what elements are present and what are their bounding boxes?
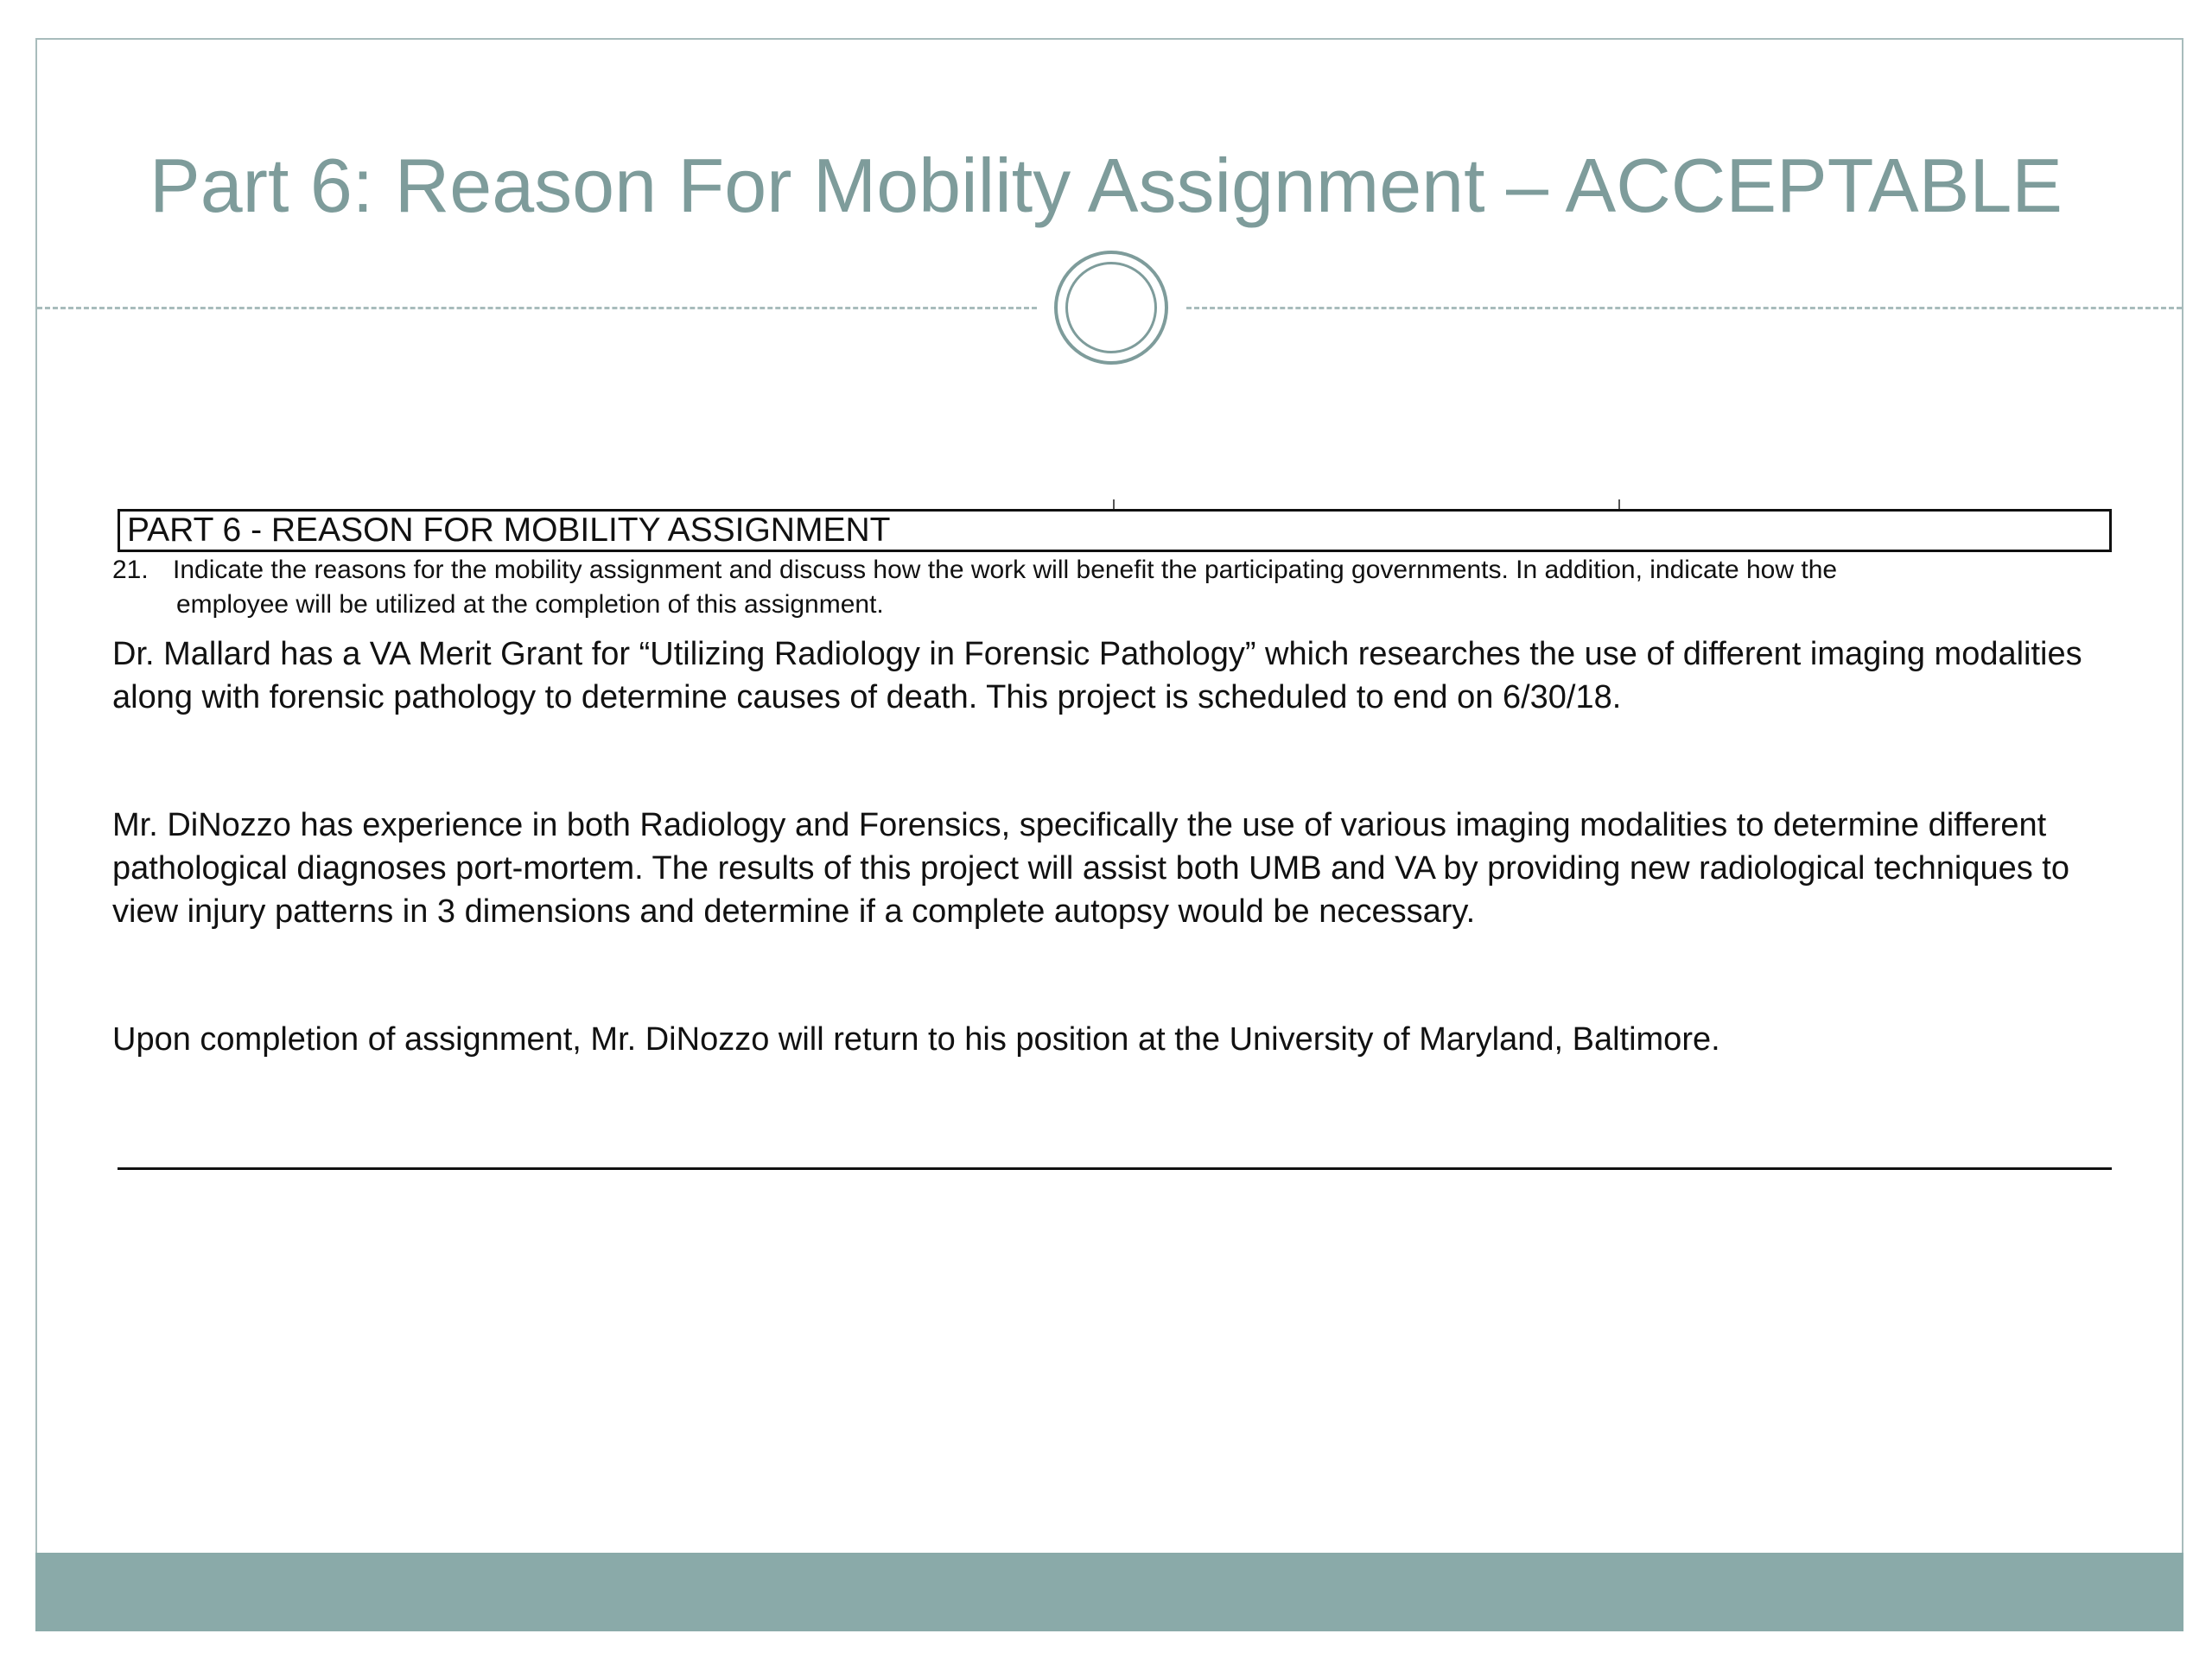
slide-title: Part 6: Reason For Mobility Assignment – ACCEPTABLE — [149, 143, 2063, 228]
form-part-header: PART 6 - REASON FOR MOBILITY ASSIGNMENT — [118, 509, 2112, 552]
answer-paragraph: Mr. DiNozzo has experience in both Radiology and Forensics, specifically the use of various imaging modalities to determine different pathological diagnoses port-mortem. The results of this project will assist both UMB and VA by providing new radiological techniques to view injury patterns in 3 dimensions and determine if a complete autopsy would be necessary. — [112, 807, 2069, 930]
form-bottom-rule — [118, 1167, 2112, 1170]
title-divider-right — [1186, 307, 2182, 309]
form-question — [112, 553, 2126, 622]
double-circle-inner-ring — [1065, 262, 1157, 353]
title-divider-left — [37, 307, 1037, 309]
question-number: 21. — [112, 556, 149, 584]
answer-paragraph: Dr. Mallard has a VA Merit Grant for “Utilizing Radiology in Forensic Pathology” which researches the use of different imaging modalities along with forensic pathology to determine causes of death. This project is scheduled to end on 6/30/18. — [112, 636, 2082, 715]
slide-footer-band — [35, 1553, 2183, 1631]
question-text-line2: employee will be utilized at the completion of this assignment. — [176, 590, 884, 619]
answer-paragraph: Upon completion of assignment, Mr. DiNozzo will return to his position at the University of Maryland, Baltimore. — [112, 1021, 1720, 1058]
question-text-line1: Indicate the reasons for the mobility assignment and discuss how the work will benefit the participating governments. In addition, indicate how the — [173, 556, 1838, 584]
